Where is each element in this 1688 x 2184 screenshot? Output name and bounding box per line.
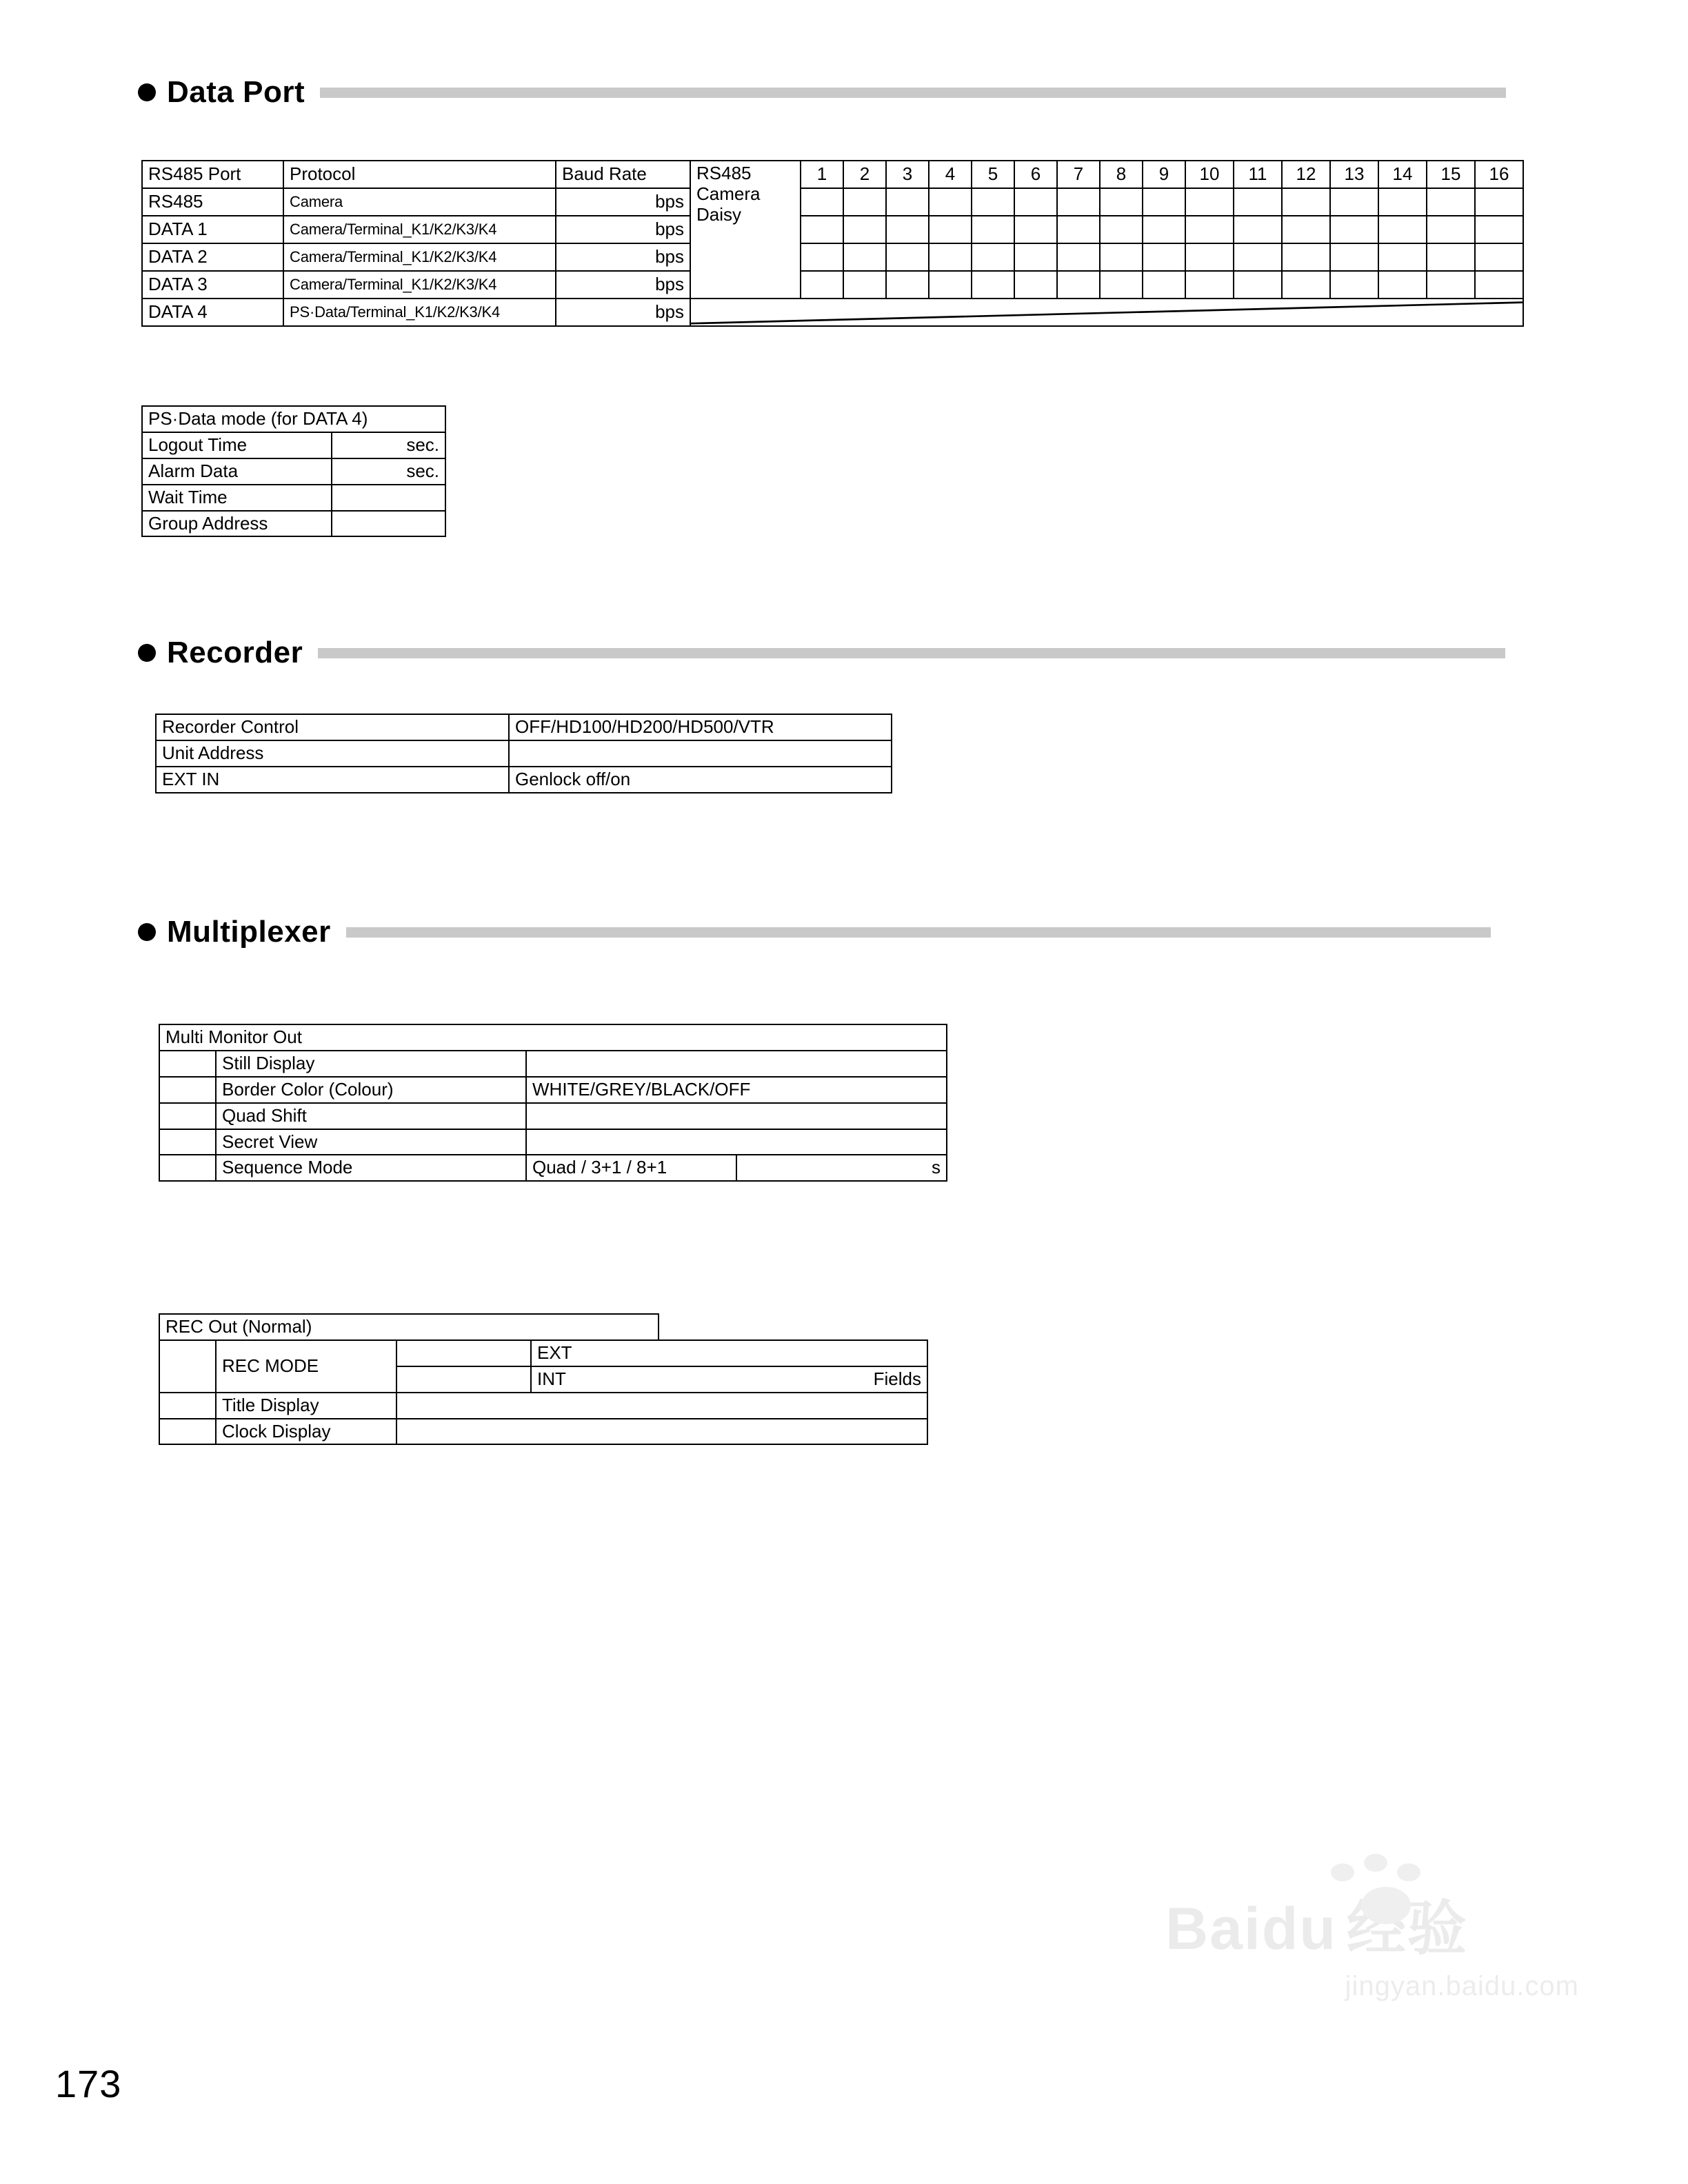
table-row (142, 216, 1523, 243)
cell-channel-value[interactable] (972, 243, 1014, 271)
cell-header-baud: Baud Rate (556, 161, 690, 188)
cell-channel-header: 16 (1475, 161, 1523, 188)
section-heading-data-port (138, 77, 1506, 108)
cell-channel-value[interactable] (972, 271, 1014, 299)
cell-value-ext[interactable] (659, 1340, 927, 1366)
cell-multi-monitor-title: Multi Monitor Out (159, 1024, 947, 1051)
cell-channel-value[interactable] (972, 188, 1014, 216)
cell-channel-value[interactable] (1014, 188, 1057, 216)
cell-label: Clock Display (216, 1419, 396, 1445)
cell-indent (159, 1077, 216, 1103)
cell-value[interactable]: sec. (332, 458, 445, 485)
cell-channel-value[interactable] (1100, 216, 1143, 243)
cell-protocol: Camera/Terminal_K1/K2/K3/K4 (283, 216, 556, 243)
cell-channel-value[interactable] (1378, 216, 1427, 243)
cell-baud: bps (556, 243, 690, 271)
cell-channel-value[interactable] (1143, 188, 1185, 216)
cell-channel-value[interactable] (1185, 216, 1234, 243)
cell-channel-value[interactable] (886, 188, 929, 216)
cell-channel-value[interactable] (1234, 216, 1282, 243)
cell-channel-value[interactable] (843, 216, 886, 243)
cell-port: DATA 4 (142, 299, 283, 326)
cell-channel-value[interactable] (1427, 188, 1475, 216)
cell-channel-value[interactable] (1378, 188, 1427, 216)
cell-channel-value[interactable] (1185, 271, 1234, 299)
cell-channel-value[interactable] (1234, 243, 1282, 271)
cell-value[interactable] (526, 1129, 947, 1155)
cell-indent (159, 1103, 216, 1129)
cell-channel-value[interactable] (843, 243, 886, 271)
bullet-icon (138, 83, 156, 101)
table-row (159, 1051, 947, 1077)
cell-value[interactable] (332, 485, 445, 511)
baidu-watermark (1165, 1896, 1579, 2065)
section-divider-rule (320, 88, 1506, 98)
cell-label: Secret View (216, 1129, 526, 1155)
cell-channel-value[interactable] (886, 216, 929, 243)
cell-channel-value[interactable] (1282, 243, 1330, 271)
table-row (142, 161, 1523, 188)
cell-channel-value[interactable] (1100, 271, 1143, 299)
cell-channel-value[interactable] (1282, 188, 1330, 216)
cell-channel-value[interactable] (1282, 271, 1330, 299)
table-row (159, 1314, 927, 1340)
cell-channel-header: 6 (1014, 161, 1057, 188)
cell-channel-value[interactable] (972, 216, 1014, 243)
cell-channel-value[interactable] (801, 188, 843, 216)
table-row (156, 714, 892, 740)
table-row (156, 767, 892, 793)
cell-channel-value[interactable] (801, 243, 843, 271)
page-number: 173 (55, 2062, 122, 2105)
cell-channel-header: 9 (1143, 161, 1185, 188)
cell-channel-value[interactable] (1057, 271, 1100, 299)
table-row (159, 1419, 927, 1445)
cell-header-rs485-camera-daisy (690, 161, 801, 299)
cell-protocol: PS·Data/Terminal_K1/K2/K3/K4 (283, 299, 556, 326)
cell-label-sequence-mode: Sequence Mode (216, 1155, 526, 1181)
cell-port: DATA 3 (142, 271, 283, 299)
section-divider-rule (318, 648, 1505, 658)
cell-channel-header: 14 (1378, 161, 1427, 188)
cell-channel-header: 5 (972, 161, 1014, 188)
cell-label: Title Display (216, 1393, 396, 1419)
bullet-icon (138, 644, 156, 662)
cell-port: DATA 2 (142, 243, 283, 271)
cell-indent (159, 1129, 216, 1155)
cell-channel-value[interactable] (1378, 243, 1427, 271)
cell-channel-value[interactable] (1330, 188, 1378, 216)
cell-channel-header: 3 (886, 161, 929, 188)
cell-channel-value[interactable] (1475, 188, 1523, 216)
cell-value-int-fields[interactable]: Fields (659, 1366, 927, 1393)
table-row (142, 243, 1523, 271)
cell-channel-value[interactable] (1378, 271, 1427, 299)
table-row (142, 271, 1523, 299)
cell-channel-value[interactable] (1234, 188, 1282, 216)
section-heading-recorder (138, 638, 1505, 668)
cell-channel-value[interactable] (1330, 271, 1378, 299)
cell-indent (159, 1419, 216, 1445)
cell-channel-value[interactable] (843, 271, 886, 299)
cell-channel-header: 11 (1234, 161, 1282, 188)
cell-value[interactable] (396, 1419, 927, 1445)
cell-value[interactable]: WHITE/GREY/BLACK/OFF (526, 1077, 947, 1103)
cell-channel-value[interactable] (1057, 188, 1100, 216)
table-row (159, 1024, 947, 1051)
cell-value[interactable] (396, 1393, 927, 1419)
cell-channel-value[interactable] (1234, 271, 1282, 299)
cell-value[interactable] (526, 1103, 947, 1129)
cell-channel-header: 1 (801, 161, 843, 188)
cell-sequence-seconds-unit[interactable]: s (736, 1155, 947, 1181)
cell-label: Group Address (142, 511, 332, 537)
multi-monitor-out-table (159, 1024, 947, 1182)
cell-label: Alarm Data (142, 458, 332, 485)
cell-channel-header: 8 (1100, 161, 1143, 188)
cell-rec-mode-blank-int[interactable] (396, 1366, 531, 1393)
cell-channel-header: 7 (1057, 161, 1100, 188)
cell-ps-data-title: PS·Data mode (for DATA 4) (142, 406, 445, 432)
cell-indent (159, 1393, 216, 1419)
cell-channel-value[interactable] (1143, 243, 1185, 271)
section-divider-rule (346, 927, 1491, 938)
cell-protocol: Camera/Terminal_K1/K2/K3/K4 (283, 243, 556, 271)
section-title-text: Data Port (167, 75, 305, 109)
daisy-line-3: Daisy (696, 203, 742, 225)
cell-channel-value[interactable] (1014, 271, 1057, 299)
cell-channel-value[interactable] (1014, 216, 1057, 243)
cell-channel-value[interactable] (1282, 216, 1330, 243)
table-row (142, 511, 445, 537)
cell-channel-value[interactable] (1427, 216, 1475, 243)
cell-header-protocol: Protocol (283, 161, 556, 188)
table-row (159, 1393, 927, 1419)
cell-value[interactable] (332, 511, 445, 537)
cell-indent (159, 1340, 216, 1393)
cell-header-port: RS485 Port (142, 161, 283, 188)
cell-channel-value[interactable] (843, 188, 886, 216)
cell-channel-value[interactable] (1475, 243, 1523, 271)
cell-channel-value[interactable] (1100, 188, 1143, 216)
cell-port: DATA 1 (142, 216, 283, 243)
daisy-line-2: Camera (696, 183, 761, 204)
table-row (159, 1129, 947, 1155)
cell-channel-value[interactable] (801, 271, 843, 299)
cell-channel-value[interactable] (929, 243, 972, 271)
cell-rec-mode-blank-ext[interactable] (396, 1340, 531, 1366)
cell-channel-value[interactable] (929, 271, 972, 299)
cell-label: Logout Time (142, 432, 332, 458)
cell-label: Still Display (216, 1051, 526, 1077)
watermark-url: jingyan.baidu.com (1345, 1971, 1579, 2001)
data-port-table (141, 160, 1524, 327)
rec-out-table (159, 1313, 928, 1445)
cell-channel-header: 13 (1330, 161, 1378, 188)
cell-channel-value[interactable] (1100, 243, 1143, 271)
table-row (142, 432, 445, 458)
cell-channel-value[interactable] (886, 243, 929, 271)
cell-channel-value[interactable] (1143, 216, 1185, 243)
cell-channel-header: 12 (1282, 161, 1330, 188)
cell-value[interactable]: Genlock off/on (509, 767, 892, 793)
cell-label-int: INT (531, 1366, 659, 1393)
cell-channel-value[interactable] (929, 216, 972, 243)
table-row (159, 1340, 927, 1366)
cell-value[interactable] (509, 740, 892, 767)
section-heading-multiplexer (138, 917, 1491, 947)
ps-data-mode-table (141, 405, 446, 537)
cell-channel-value[interactable] (1057, 216, 1100, 243)
cell-label: Unit Address (156, 740, 509, 767)
table-row (142, 406, 445, 432)
cell-value[interactable]: OFF/HD100/HD200/HD500/VTR (509, 714, 892, 740)
cell-indent (159, 1155, 216, 1181)
cell-label-ext: EXT (531, 1340, 659, 1366)
cell-label: Wait Time (142, 485, 332, 511)
cell-channel-value[interactable] (1427, 271, 1475, 299)
table-row (156, 740, 892, 767)
table-row (142, 458, 445, 485)
cell-value[interactable] (526, 1051, 947, 1077)
cell-channel-value[interactable] (1143, 271, 1185, 299)
cell-channel-value[interactable] (1057, 243, 1100, 271)
cell-channel-value[interactable] (1014, 243, 1057, 271)
cell-diagonal-strike (690, 299, 1523, 326)
watermark-brand: Baidu 经验 (1165, 1896, 1468, 1962)
cell-channel-value[interactable] (1185, 243, 1234, 271)
cell-label-rec-mode: REC MODE (216, 1340, 396, 1393)
cell-label: Recorder Control (156, 714, 509, 740)
cell-channel-value[interactable] (1427, 243, 1475, 271)
table-row (142, 188, 1523, 216)
cell-channel-value[interactable] (1330, 216, 1378, 243)
bullet-icon (138, 923, 156, 941)
cell-channel-header: 2 (843, 161, 886, 188)
cell-label: Border Color (Colour) (216, 1077, 526, 1103)
cell-baud: bps (556, 188, 690, 216)
cell-channel-value[interactable] (1330, 243, 1378, 271)
cell-channel-value[interactable] (886, 271, 929, 299)
cell-protocol: Camera/Terminal_K1/K2/K3/K4 (283, 271, 556, 299)
daisy-line-1: RS485 (696, 163, 752, 183)
cell-channel-value[interactable] (929, 188, 972, 216)
cell-indent (159, 1051, 216, 1077)
section-title-text: Recorder (167, 636, 303, 669)
cell-channel-value[interactable] (1475, 271, 1523, 299)
cell-channel-header: 10 (1185, 161, 1234, 188)
cell-channel-header: 15 (1427, 161, 1475, 188)
cell-channel-value[interactable] (801, 216, 843, 243)
recorder-table (155, 714, 892, 793)
cell-channel-value[interactable] (1185, 188, 1234, 216)
cell-baud: bps (556, 299, 690, 326)
section-title-text: Multiplexer (167, 915, 331, 949)
cell-port: RS485 (142, 188, 283, 216)
table-row (159, 1155, 947, 1181)
cell-channel-header: 4 (929, 161, 972, 188)
cell-baud: bps (556, 216, 690, 243)
cell-sequence-options[interactable]: Quad / 3+1 / 8+1 (526, 1155, 736, 1181)
cell-label: EXT IN (156, 767, 509, 793)
cell-label: Quad Shift (216, 1103, 526, 1129)
table-row (142, 299, 1523, 326)
cell-baud: bps (556, 271, 690, 299)
table-row (142, 485, 445, 511)
cell-value[interactable]: sec. (332, 432, 445, 458)
cell-channel-value[interactable] (1475, 216, 1523, 243)
cell-rec-out-title: REC Out (Normal) (159, 1314, 659, 1340)
table-row (159, 1077, 947, 1103)
cell-protocol: Camera (283, 188, 556, 216)
table-row (159, 1103, 947, 1129)
